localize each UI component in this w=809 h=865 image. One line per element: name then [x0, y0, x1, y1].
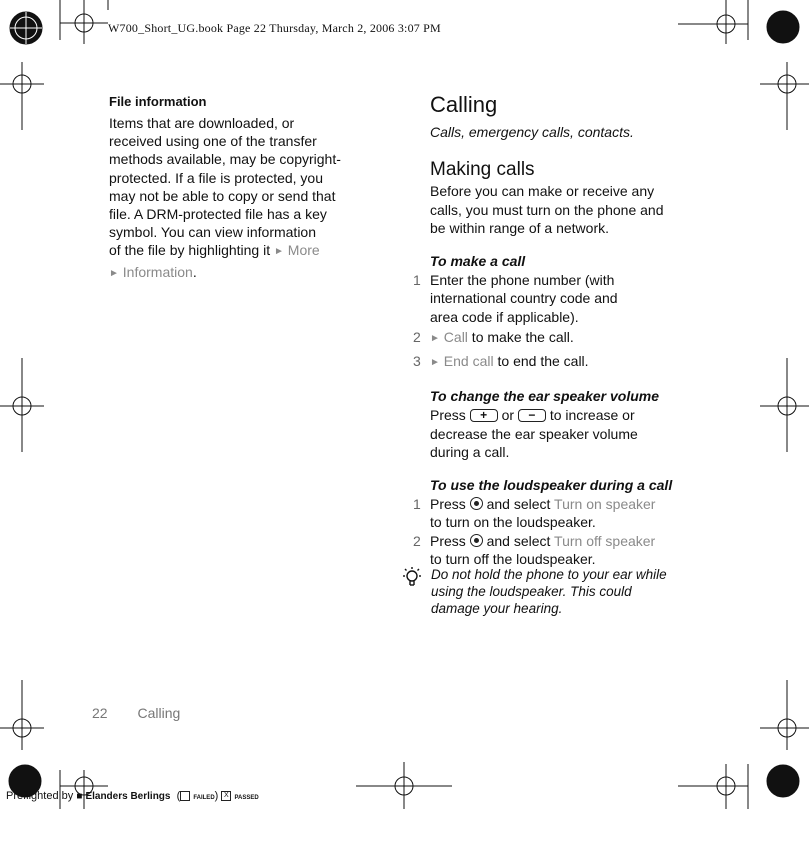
menu-arrow-icon: ► — [274, 246, 284, 258]
file-information-section — [109, 93, 394, 284]
lightbulb-tip-icon — [400, 566, 424, 590]
step-number: 2 — [413, 532, 421, 549]
volume-line: during a call. — [430, 444, 510, 460]
menu-information: Information — [122, 263, 193, 280]
menu-end-call: End call — [443, 352, 494, 369]
footer-section: Calling — [137, 705, 181, 721]
volume-paragraph — [430, 406, 720, 462]
volume-down-key-icon: − — [518, 409, 546, 422]
preflight-brand: Elanders Berlings — [85, 791, 171, 802]
tip-note — [400, 566, 710, 617]
press-word: Press — [430, 532, 466, 549]
page-footer — [92, 705, 180, 721]
step-line: international country code and — [430, 290, 618, 306]
body-line: Items that are downloaded, or — [109, 115, 295, 131]
body-line: file. A DRM-protected file has a key — [109, 206, 327, 223]
step-item — [413, 271, 720, 327]
step-text: to make the call. — [467, 329, 574, 345]
preflight-label: Preflighted by — [6, 790, 74, 802]
body-line: of the file by highlighting it — [109, 242, 271, 259]
body-line: symbol. You can view information — [109, 224, 316, 241]
make-call-heading: To make a call — [430, 252, 526, 269]
step-item — [413, 328, 720, 350]
tip-text — [431, 566, 710, 617]
step-text: to end the call. — [493, 352, 589, 369]
step-line: Enter the phone number (with — [430, 271, 615, 288]
intro-line: Before you can make or receive any — [430, 183, 655, 199]
intro-line: be within range of a network. — [430, 220, 609, 236]
select-word: and select — [486, 495, 551, 512]
body-line: methods available, may be copyright- — [109, 151, 341, 168]
file-information-heading: File information — [109, 94, 207, 109]
step-item — [413, 352, 720, 374]
intro-paragraph — [430, 182, 720, 238]
navigation-key-icon — [470, 534, 483, 547]
calling-section — [413, 90, 720, 569]
menu-turn-on-speaker: Turn on speaker — [554, 495, 656, 512]
preflight-stamp: Preflighted by ■ Elanders Berlings ( FAILED) X PASSED — [6, 790, 259, 802]
failed-checkbox — [180, 791, 190, 801]
body-line: received using one of the transfer — [109, 133, 317, 150]
step-line: to turn on the loudspeaker. — [430, 514, 596, 530]
section-title: Making calls — [430, 159, 535, 180]
navigation-key-icon — [470, 497, 483, 510]
tip-line: Do not hold the phone to your ear while — [431, 567, 667, 582]
tip-line: damage your hearing. — [431, 601, 563, 616]
elanders-logo-icon: ■ — [76, 791, 83, 802]
step-number: 2 — [413, 329, 421, 345]
press-word: Press — [430, 407, 466, 423]
step-number: 1 — [413, 495, 421, 512]
file-information-body — [109, 114, 394, 284]
press-word: Press — [430, 495, 466, 512]
volume-up-key-icon: + — [470, 409, 498, 422]
menu-arrow-icon: ► — [109, 267, 119, 279]
loudspeaker-heading: To use the loudspeaker during a call — [430, 476, 673, 493]
body-line: protected. If a file is protected, you — [109, 169, 324, 186]
passed-label: PASSED — [234, 795, 259, 801]
volume-line: decrease the ear speaker volume — [430, 425, 638, 442]
select-word: and select — [486, 532, 551, 549]
volume-heading: To change the ear speaker volume — [430, 388, 660, 404]
menu-turn-off-speaker: Turn off speaker — [554, 532, 656, 549]
step-line: area code if applicable). — [430, 308, 579, 325]
page-title: Calling — [430, 92, 498, 117]
menu-arrow-icon: ► — [430, 333, 440, 344]
menu-call: Call — [443, 329, 468, 345]
step-line: to turn off the loudspeaker. — [430, 551, 596, 567]
print-header: W700_Short_UG.book Page 22 Thursday, March 2, 2006 3:07 PM — [108, 21, 441, 35]
intro-line: calls, you must turn on the phone and — [430, 201, 664, 218]
or-word: or — [501, 407, 515, 423]
menu-arrow-icon: ► — [430, 356, 440, 368]
volume-line: to increase or — [549, 407, 635, 423]
page-number: 22 — [92, 705, 108, 721]
page-subtitle: Calls, emergency calls, contacts. — [430, 124, 634, 140]
step-item — [413, 495, 720, 532]
step-item — [413, 532, 720, 569]
end-period: . — [192, 263, 197, 280]
step-number: 1 — [413, 271, 421, 288]
failed-label: FAILED — [193, 795, 215, 801]
tip-line: using the loudspeaker. This could — [431, 584, 632, 599]
menu-more: More — [287, 242, 320, 259]
passed-checkbox: X — [221, 791, 231, 801]
body-line: may not be able to copy or send that — [109, 187, 336, 204]
step-number: 3 — [413, 352, 421, 369]
